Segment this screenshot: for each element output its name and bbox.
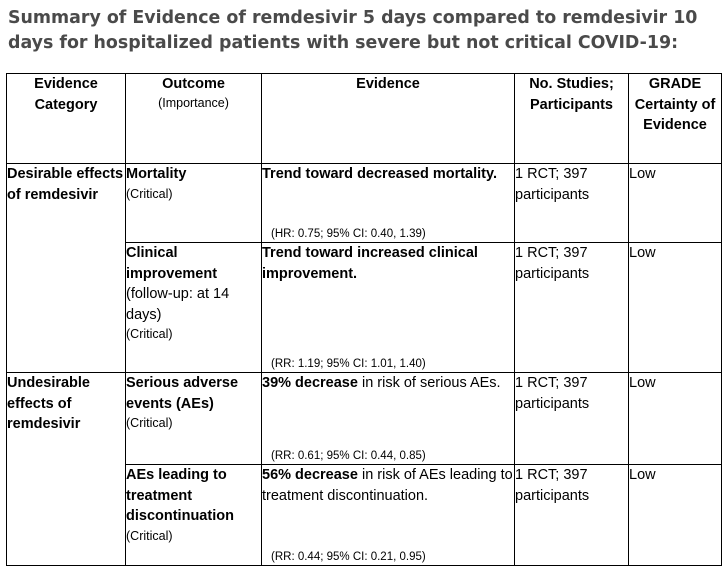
- header-row: [7, 74, 722, 164]
- header-evidence: Evidence: [262, 74, 515, 164]
- evidence-summary-table: [6, 73, 722, 566]
- table-row: [7, 373, 722, 465]
- header-studies: No. Studies; Participants: [515, 74, 629, 164]
- outcome-importance: (Critical): [126, 327, 173, 341]
- category-undesirable: Undesirable effects of remdesivir: [7, 373, 126, 566]
- studies-cell: 1 RCT; 397 participants: [515, 243, 629, 373]
- category-desirable: Desirable effects of remdesivir: [7, 164, 126, 373]
- evidence-cell: [262, 243, 515, 373]
- outcome-name: Clinical improvement: [126, 245, 218, 282]
- studies-cell: 1 RCT; 397 participants: [515, 164, 629, 243]
- grade-cell: Low: [629, 465, 722, 566]
- header-evidence-category: Evidence Category: [7, 74, 126, 164]
- outcome-importance: (Critical): [126, 528, 173, 543]
- outcome-importance: (Critical): [126, 416, 173, 430]
- grade-cell: Low: [629, 164, 722, 243]
- header-outcome-importance: (Importance): [158, 95, 229, 110]
- outcome-name: Serious adverse events (AEs): [126, 375, 239, 412]
- header-outcome-label: Outcome: [162, 76, 225, 92]
- studies-cell: 1 RCT; 397 participants: [515, 465, 629, 566]
- evidence-detail: in risk of serious AEs.: [357, 375, 501, 391]
- evidence-cell: [262, 164, 515, 243]
- grade-cell: Low: [629, 373, 722, 465]
- evidence-summary: Trend toward increased clinical improvement.: [262, 245, 478, 282]
- outcome-cell: [126, 164, 262, 243]
- outcome-cell: [126, 373, 262, 465]
- summary-title: Summary of Evidence of remdesivir 5 days compared to remdesivir 10 days for hospitalized patients with severe but not critical COVID-19:: [8, 8, 698, 53]
- outcome-name: AEs leading to treatment discontinuation: [126, 467, 234, 524]
- outcome-followup: (follow-up: at 14 days): [126, 286, 230, 323]
- evidence-summary: Trend toward decreased mortality.: [262, 166, 498, 182]
- header-grade: GRADE Certainty of Evidence: [629, 74, 722, 164]
- outcome-importance: (Critical): [126, 186, 173, 201]
- outcome-name: Mortality: [126, 166, 187, 182]
- evidence-stat: (RR: 1.19; 95% CI: 1.01, 1.40): [271, 358, 426, 370]
- evidence-cell: [262, 465, 515, 566]
- evidence-summary: 39% decrease: [262, 375, 358, 391]
- evidence-summary: 56% decrease: [262, 467, 358, 483]
- table-row: [7, 164, 722, 243]
- outcome-cell: [126, 243, 262, 373]
- evidence-stat: (RR: 0.44; 95% CI: 0.21, 0.95): [271, 551, 426, 563]
- evidence-detail: in risk of AEs leading to treatment discontinuation.: [262, 467, 513, 504]
- evidence-stat: (HR: 0.75; 95% CI: 0.40, 1.39): [271, 228, 426, 240]
- evidence-cell: [262, 373, 515, 465]
- evidence-stat: (RR: 0.61; 95% CI: 0.44, 0.85): [271, 450, 426, 462]
- header-outcome: [126, 74, 262, 164]
- studies-cell: 1 RCT; 397 participants: [515, 373, 629, 465]
- outcome-cell: [126, 465, 262, 566]
- grade-cell: Low: [629, 243, 722, 373]
